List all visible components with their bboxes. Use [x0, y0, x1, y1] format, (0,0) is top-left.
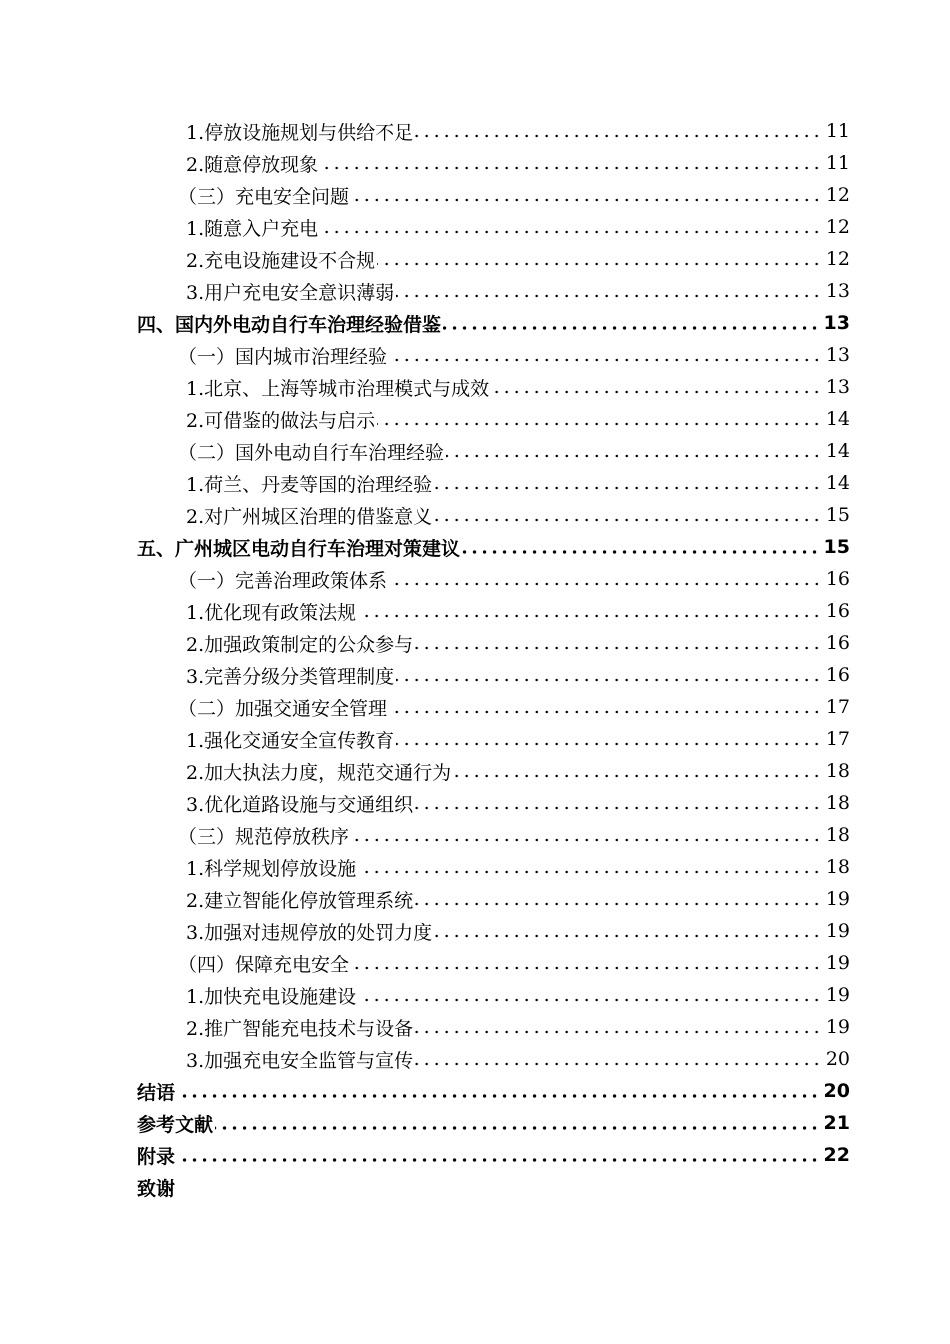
toc-entry[interactable] — [0, 595, 850, 627]
toc-entry-page-number: 17 — [825, 696, 850, 718]
toc-entry-page-number: 14 — [825, 440, 850, 462]
toc-entry[interactable] — [0, 211, 850, 243]
toc-entry-title: 四、国内外电动自行车治理经验借鉴 — [137, 313, 442, 336]
toc-entry[interactable] — [0, 435, 850, 467]
toc-entry-page-number: 14 — [825, 472, 850, 494]
toc-entry-page-number: 18 — [825, 856, 850, 878]
toc-entry-page-number: 18 — [825, 824, 850, 846]
toc-entry-page-number: 19 — [825, 952, 850, 974]
toc-dot-leader — [351, 966, 822, 970]
toc-dot-leader — [396, 742, 822, 746]
toc-dot-leader — [434, 486, 822, 490]
table-of-contents — [0, 115, 950, 1203]
toc-dot-leader — [415, 134, 822, 138]
toc-dot-leader — [415, 902, 822, 906]
toc-entry[interactable] — [0, 1075, 850, 1107]
toc-entry-title: 1.科学规划停放设施 — [186, 857, 357, 880]
toc-entry[interactable] — [0, 883, 850, 915]
toc-entry-title: （三）规范停放秩序 — [178, 825, 350, 848]
toc-entry-title: 2.加强政策制定的公众参与 — [186, 633, 414, 656]
toc-dot-leader — [434, 934, 822, 938]
toc-entry-page-number: 11 — [825, 120, 850, 142]
toc-entry-title: （一）完善治理政策体系 — [178, 569, 388, 592]
toc-dot-leader — [396, 678, 822, 682]
toc-entry-page-number: 12 — [825, 216, 850, 238]
toc-entry[interactable] — [0, 1107, 850, 1139]
toc-entry[interactable] — [0, 371, 850, 403]
toc-entry-page-number: 16 — [825, 632, 850, 654]
toc-entry[interactable] — [0, 1171, 850, 1203]
toc-dot-leader — [396, 294, 822, 298]
toc-entry[interactable] — [0, 1011, 850, 1043]
toc-entry-title: 1.加快充电设施建设 — [186, 985, 357, 1008]
toc-entry[interactable] — [0, 691, 850, 723]
toc-entry-page-number: 11 — [825, 152, 850, 174]
toc-entry-title: 3.用户充电安全意识薄弱 — [186, 281, 395, 304]
toc-entry[interactable] — [0, 787, 850, 819]
toc-entry-title: 致谢 — [137, 1177, 176, 1200]
toc-entry-page-number: 15 — [823, 536, 850, 558]
toc-entry-page-number: 13 — [825, 376, 850, 398]
toc-entry[interactable] — [0, 499, 850, 531]
toc-dot-leader — [389, 582, 822, 586]
toc-entry-title: 2.可借鉴的做法与启示 — [186, 409, 376, 432]
toc-entry-page-number: 13 — [825, 344, 850, 366]
toc-entry-title: 附录 — [137, 1145, 176, 1168]
toc-dot-leader — [446, 454, 822, 458]
toc-entry-title: 3.加强对违规停放的处罚力度 — [186, 921, 433, 944]
toc-entry-page-number: 19 — [825, 984, 850, 1006]
toc-entry[interactable] — [0, 115, 850, 147]
toc-entry[interactable] — [0, 147, 850, 179]
toc-entry[interactable] — [0, 531, 850, 563]
toc-entry-page-number: 16 — [825, 664, 850, 686]
toc-entry-page-number: 13 — [825, 280, 850, 302]
toc-dot-leader — [434, 518, 822, 522]
toc-entry-title: 参考文献 — [137, 1113, 214, 1136]
toc-entry[interactable] — [0, 659, 850, 691]
toc-dot-leader — [415, 646, 822, 650]
toc-entry-title: （三）充电安全问题 — [178, 185, 350, 208]
toc-entry[interactable] — [0, 243, 850, 275]
toc-entry-title: 1.荷兰、丹麦等国的治理经验 — [186, 473, 433, 496]
toc-entry-page-number: 14 — [825, 408, 850, 430]
toc-entry-title: 结语 — [137, 1081, 176, 1104]
toc-entry-page-number: 16 — [825, 568, 850, 590]
toc-entry-title: 五、广州城区电动自行车治理对策建议 — [137, 537, 461, 560]
toc-entry-page-number: 15 — [825, 504, 850, 526]
toc-entry[interactable] — [0, 1139, 850, 1171]
toc-dot-leader — [320, 166, 822, 170]
toc-entry-page-number: 22 — [823, 1144, 850, 1166]
toc-entry-page-number: 12 — [825, 184, 850, 206]
toc-entry[interactable] — [0, 979, 850, 1011]
toc-entry-title: 1.停放设施规划与供给不足 — [186, 121, 414, 144]
toc-dot-leader — [389, 710, 822, 714]
toc-entry[interactable] — [0, 1043, 850, 1075]
toc-dot-leader — [389, 358, 822, 362]
toc-entry[interactable] — [0, 275, 850, 307]
toc-entry-page-number: 16 — [825, 600, 850, 622]
toc-entry-page-number: 20 — [825, 1048, 850, 1070]
toc-entry-title: 2.建立智能化停放管理系统 — [186, 889, 414, 912]
toc-entry-title: 2.推广智能充电技术与设备 — [186, 1017, 414, 1040]
toc-dot-leader — [358, 614, 822, 618]
toc-entry-title: 3.加强充电安全监管与宣传 — [186, 1049, 414, 1072]
toc-entry[interactable] — [0, 627, 850, 659]
toc-entry-title: 1.强化交通安全宣传教育 — [186, 729, 395, 752]
toc-dot-leader — [215, 1126, 820, 1130]
toc-entry-page-number: 20 — [823, 1080, 850, 1102]
toc-dot-leader — [358, 870, 822, 874]
toc-entry[interactable] — [0, 307, 850, 339]
toc-entry-page-number: 19 — [825, 920, 850, 942]
toc-entry-page-number: 19 — [825, 888, 850, 910]
toc-entry-title: 2.加大执法力度，规范交通行为 — [186, 761, 452, 784]
toc-entry-page-number: 19 — [825, 1016, 850, 1038]
toc-dot-leader — [377, 262, 822, 266]
toc-entry-page-number: 18 — [825, 792, 850, 814]
toc-entry[interactable] — [0, 179, 850, 211]
toc-entry[interactable] — [0, 723, 850, 755]
toc-entry[interactable] — [0, 819, 850, 851]
toc-entry[interactable] — [0, 755, 850, 787]
toc-entry-title: 2.对广州城区治理的借鉴意义 — [186, 505, 433, 528]
toc-dot-leader — [377, 422, 822, 426]
toc-entry-title: 2.充电设施建设不合规 — [186, 249, 376, 272]
toc-entry-title: 1.优化现有政策法规 — [186, 601, 357, 624]
toc-entry[interactable] — [0, 339, 850, 371]
toc-dot-leader — [358, 998, 822, 1002]
toc-entry-page-number: 18 — [825, 760, 850, 782]
toc-dot-leader — [177, 1158, 820, 1162]
toc-dot-leader — [415, 806, 822, 810]
toc-dot-leader — [351, 838, 822, 842]
toc-entry-title: （二）国外电动自行车治理经验 — [178, 441, 445, 464]
toc-dot-leader — [453, 774, 822, 778]
toc-entry-title: 1.北京、上海等城市治理模式与成效 — [186, 377, 490, 400]
toc-dot-leader — [415, 1062, 822, 1066]
toc-entry[interactable] — [0, 947, 850, 979]
toc-entry-title: 3.优化道路设施与交通组织 — [186, 793, 414, 816]
toc-dot-leader — [443, 326, 820, 330]
toc-entry[interactable] — [0, 915, 850, 947]
toc-entry-page-number: 12 — [825, 248, 850, 270]
toc-entry-page-number: 17 — [825, 728, 850, 750]
toc-entry[interactable] — [0, 851, 850, 883]
toc-entry-title: （二）加强交通安全管理 — [178, 697, 388, 720]
toc-entry-title: （四）保障充电安全 — [178, 953, 350, 976]
toc-dot-leader — [320, 230, 822, 234]
toc-entry-title: 1.随意入户充电 — [186, 217, 319, 240]
toc-dot-leader — [177, 1094, 820, 1098]
toc-entry-title: 3.完善分级分类管理制度 — [186, 665, 395, 688]
toc-dot-leader — [415, 1030, 822, 1034]
toc-dot-leader — [491, 390, 822, 394]
toc-dot-leader — [462, 550, 820, 554]
toc-entry-page-number: 13 — [823, 312, 850, 334]
toc-entry[interactable] — [0, 403, 850, 435]
toc-dot-leader — [351, 198, 822, 202]
toc-entry[interactable] — [0, 563, 850, 595]
toc-entry-title: 2.随意停放现象 — [186, 153, 319, 176]
toc-entry[interactable] — [0, 467, 850, 499]
toc-entry-page-number: 21 — [823, 1112, 850, 1134]
toc-entry-title: （一）国内城市治理经验 — [178, 345, 388, 368]
